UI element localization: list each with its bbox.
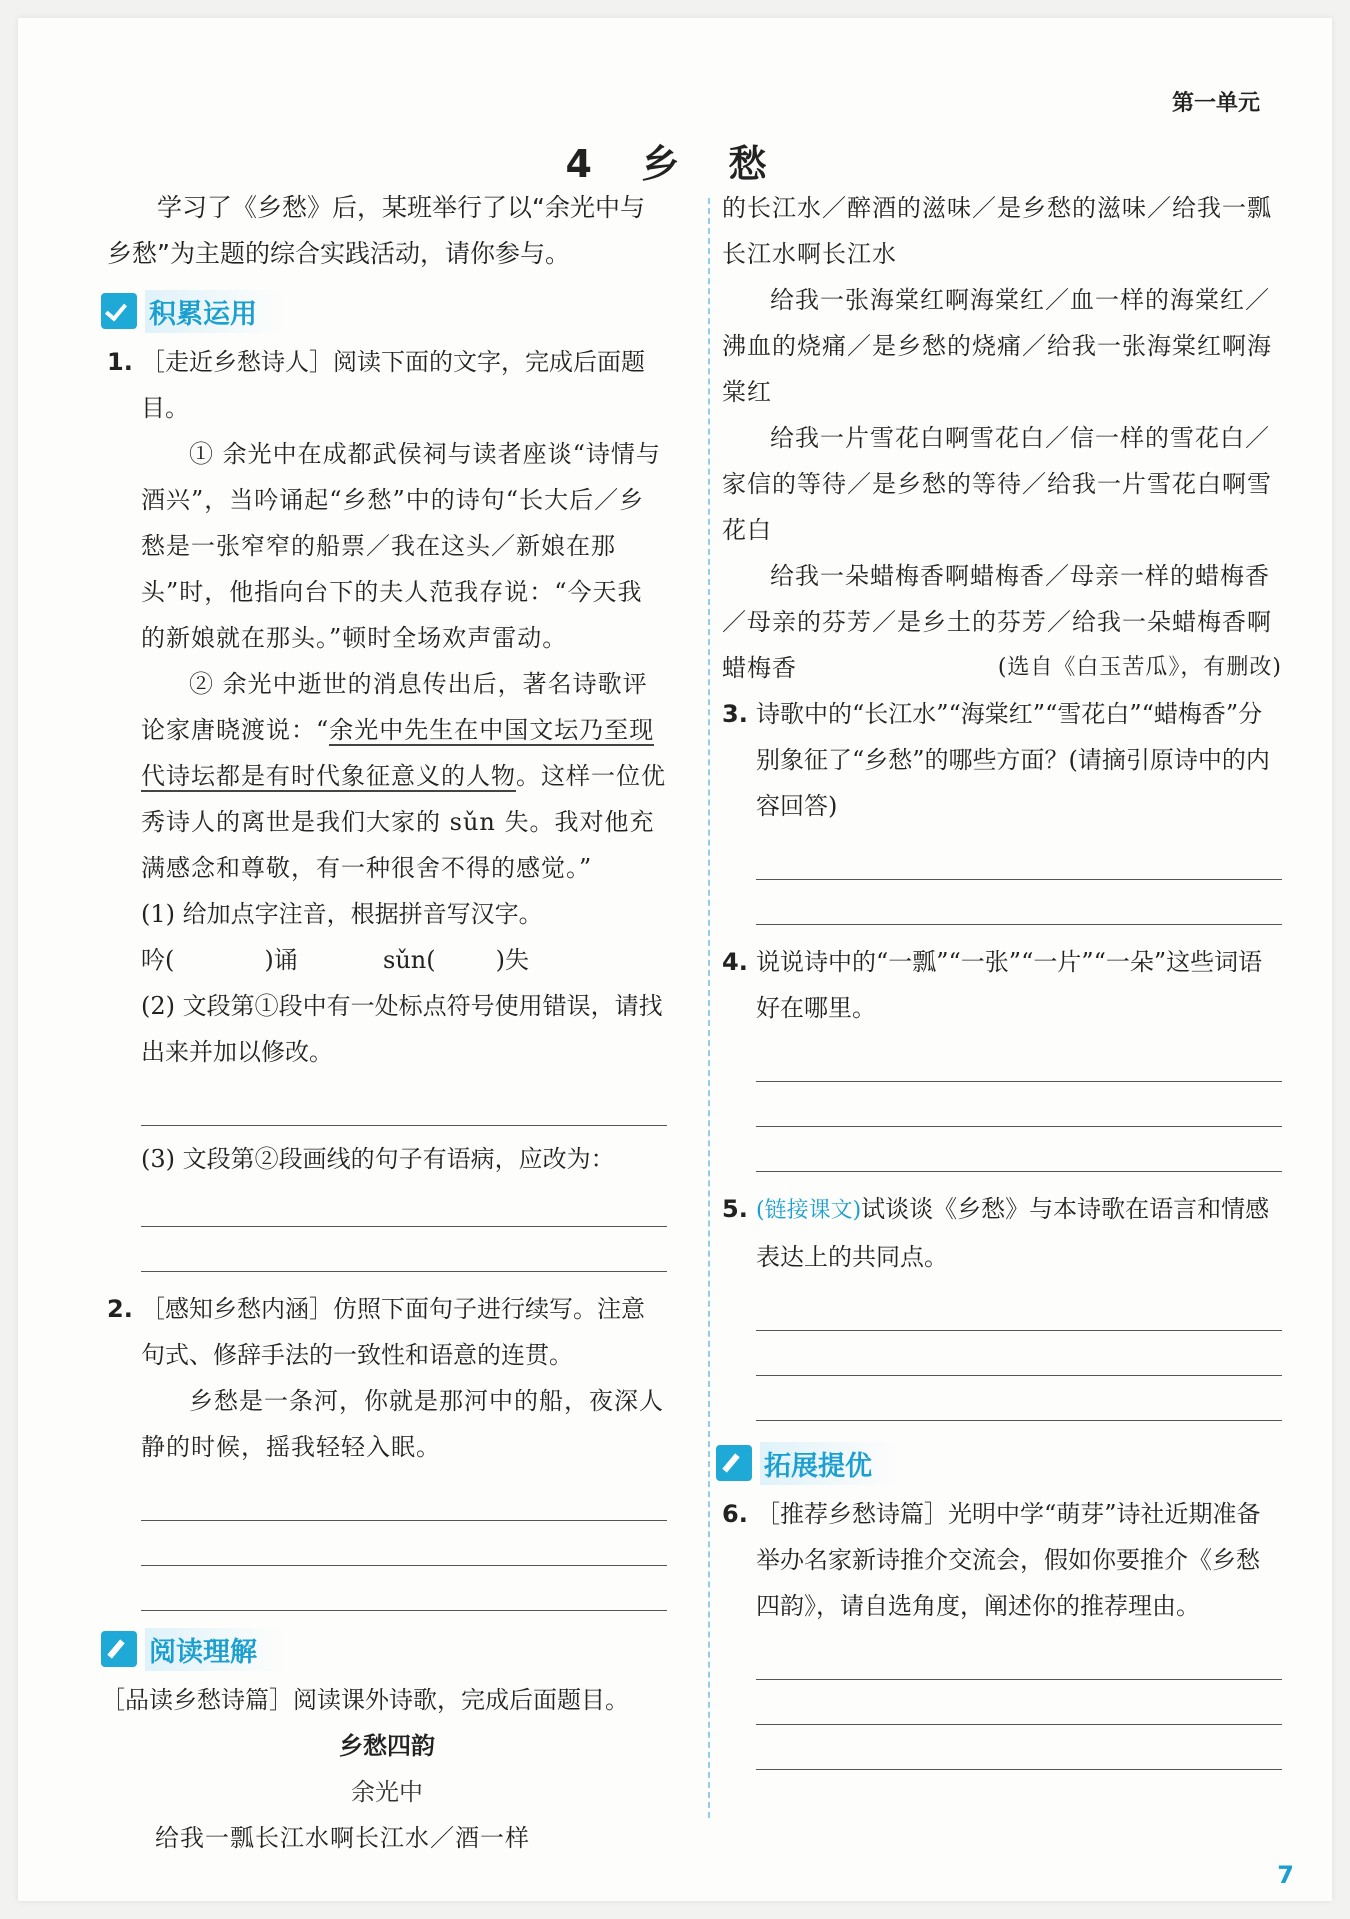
question-6-text	[756, 1491, 1282, 1629]
question-number: 1.	[107, 348, 133, 376]
answer-line[interactable]	[756, 1629, 1282, 1680]
question-number: 4.	[722, 948, 748, 976]
question-number: 2.	[107, 1295, 133, 1323]
answer-line[interactable]	[141, 1521, 667, 1566]
question-3	[722, 691, 1282, 925]
question-4-text: 说说诗中的“一瓢”“一张”“一片”“一朵”这些词语好在哪里。	[756, 948, 1263, 1022]
question-4	[722, 939, 1282, 1172]
section-title: 拓展提优	[760, 1442, 898, 1485]
poem-source: (选自《白玉苦瓜》，有删改)	[997, 655, 1282, 680]
poem-stanza-2: 给我一张海棠红啊海棠红／血一样的海棠红／沸血的烧痛／是乡愁的烧痛／给我一张海棠红啊海棠红	[722, 286, 1272, 406]
section-title: 积累运用	[145, 290, 283, 333]
example-sentence: 乡愁是一条河，你就是那河中的船，夜深人静的时候，摇我轻轻入眠。	[141, 1387, 664, 1461]
sub-question-2: (2) 文段第①段中有一处标点符号使用错误，请找出来并加以修改。	[141, 992, 663, 1066]
reading-prompt	[101, 1677, 667, 1723]
question-2	[107, 1286, 667, 1611]
answer-line[interactable]	[756, 1725, 1282, 1770]
question-number: 5.	[722, 1195, 748, 1223]
question-tag: ［感知乡愁内涵］	[141, 1295, 333, 1323]
section-accumulate	[101, 287, 667, 335]
passage-text: ② 余光中逝世的消息传出后，著名诗歌评论家唐晓渡说：“	[141, 670, 648, 744]
question-tag: ［走近乡愁诗人］	[141, 348, 333, 376]
question-3-text: 诗歌中的“长江水”“海棠红”“雪花白”“蜡梅香”分别象征了“乡愁”的哪些方面？(请摘引原诗中的内容回答)	[756, 700, 1270, 820]
underlined-sentence: 余光中先生在中国文坛乃至现代诗坛都是有时代象征意义的人物	[141, 716, 655, 790]
poem-stanza-1-cont: 的长江水／醉酒的滋味／是乡愁的滋味／给我一瓢长江水啊长江水	[722, 194, 1272, 268]
answer-line[interactable]	[756, 1680, 1282, 1725]
sub-question-3: (3) 文段第②段画线的句子有语病，应改为：	[141, 1145, 615, 1173]
passage-text: 。这样一位优秀诗人的离世是我们大家的 sǔn 失。我对他充满感念和尊敬，有一种很舍不得的感觉。”	[141, 762, 666, 882]
answer-line[interactable]	[141, 1075, 667, 1126]
pen-icon	[716, 1445, 752, 1481]
question-6	[722, 1491, 1282, 1770]
answer-line[interactable]	[141, 1182, 667, 1227]
passage-paragraph-2	[141, 661, 667, 891]
sub-question-1: (1) 给加点字注音，根据拼音写汉字。	[141, 900, 543, 928]
left-column	[101, 185, 667, 1861]
question-5	[722, 1186, 1282, 1421]
poem-stanza-1: 给我一瓢长江水啊长江水／酒一样	[155, 1824, 530, 1852]
answer-line[interactable]	[756, 1082, 1282, 1127]
checkmark-icon	[101, 293, 137, 329]
question-tag: ［推荐乡愁诗篇］	[756, 1500, 948, 1528]
fill-label: )诵	[264, 946, 298, 974]
question-1-prompt	[141, 339, 667, 431]
section-title: 阅读理解	[145, 1628, 283, 1671]
column-divider	[708, 198, 710, 1818]
question-2-prompt	[141, 1286, 667, 1378]
answer-line[interactable]	[756, 1280, 1282, 1331]
answer-line[interactable]	[141, 1470, 667, 1521]
question-text: 试谈谈《乡愁》与本诗歌在语言和情感表达上的共同点。	[756, 1195, 1270, 1271]
page-number: 7	[1277, 1861, 1294, 1889]
fill-label: sǔn(	[383, 946, 436, 974]
question-number: 3.	[722, 700, 748, 728]
answer-line[interactable]	[756, 880, 1282, 925]
question-number: 6.	[722, 1500, 748, 1528]
answer-line[interactable]	[756, 1127, 1282, 1172]
question-text: 阅读下面的文字，完成后面题目。	[141, 348, 645, 422]
section-reading	[101, 1625, 667, 1673]
unit-label: 第一单元	[1171, 91, 1260, 116]
answer-line[interactable]	[141, 1227, 667, 1272]
passage-paragraph-1: ① 余光中在成都武侯祠与读者座谈“诗情与酒兴”，当吟诵起“乡愁”中的诗句“长大后／乡愁是一张窄窄的船票／我在这头／新娘在那头”时，他指向台下的夫人范我存说：“今天我的新娘就在那头。”顿时全场欢声雷动。	[141, 440, 661, 652]
fill-label: 吟(	[141, 946, 175, 974]
stanza-1-start	[107, 1815, 667, 1861]
fill-blank-row	[141, 937, 667, 983]
answer-line[interactable]	[756, 1031, 1282, 1082]
question-1	[107, 339, 667, 1272]
poem-stanza-3: 给我一片雪花白啊雪花白／信一样的雪花白／家信的等待／是乡愁的等待／给我一片雪花白啊雪花白	[722, 424, 1272, 544]
poem-stanza-4	[722, 553, 1282, 691]
answer-line[interactable]	[756, 1331, 1282, 1376]
link-tag: (链接课文)	[756, 1198, 862, 1223]
fill-label: )失	[495, 946, 529, 974]
reading-tag: ［品读乡愁诗篇］	[101, 1686, 293, 1714]
right-column	[722, 185, 1282, 1770]
question-text: 光明中学“萌芽”诗社近期准备举办名家新诗推介交流会，假如你要推介《乡愁四韵》，请自选角度，阐述你的推荐理由。	[756, 1500, 1261, 1620]
question-text: 仿照下面句子进行续写。注意句式、修辞手法的一致性和语意的连贯。	[141, 1295, 645, 1369]
reading-text: 阅读课外诗歌，完成后面题目。	[293, 1686, 629, 1714]
lesson-title: 4 乡 愁	[565, 142, 785, 186]
stanza-text: 给我一朵蜡梅香啊蜡梅香／母亲一样的蜡梅香／母亲的芬芳／是乡土的芬芳／给我一朵蜡梅香啊蜡梅香	[722, 562, 1272, 682]
pen-icon	[101, 1631, 137, 1667]
intro-text: 学习了《乡愁》后，某班举行了以“余光中与乡愁”为主题的综合实践活动，请你参与。	[107, 193, 645, 268]
answer-line[interactable]	[756, 1376, 1282, 1421]
answer-line[interactable]	[756, 829, 1282, 880]
answer-line[interactable]	[141, 1566, 667, 1611]
poem-title: 乡愁四韵	[339, 1732, 435, 1760]
question-5-text	[756, 1186, 1282, 1280]
section-extend	[716, 1439, 1282, 1487]
poem-author: 余光中	[351, 1778, 423, 1806]
